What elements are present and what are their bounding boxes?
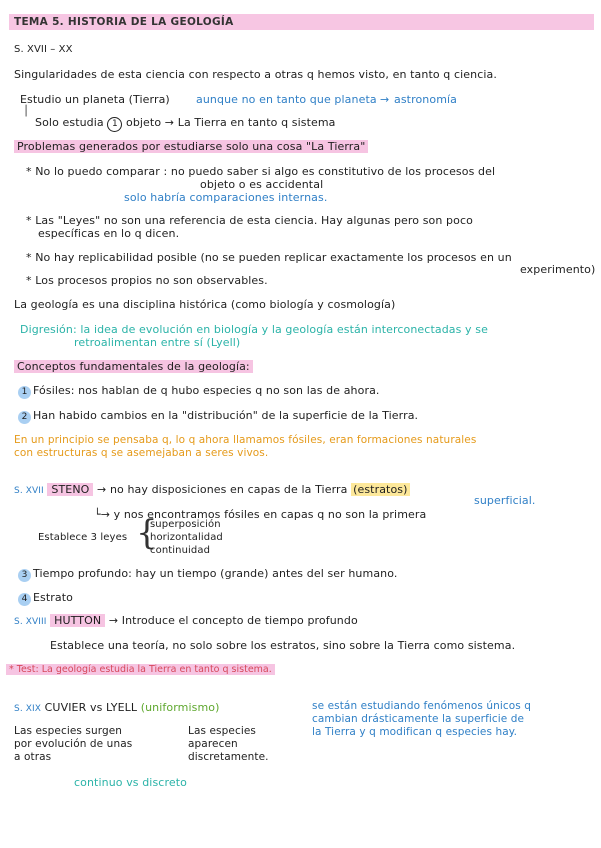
cuvier-b: por evolución de unas [14,738,133,750]
digresion-b: retroalimentan entre sí (Lyell) [74,336,241,349]
blue-note-b: cambian drásticamente la superficie de [312,713,525,725]
ley-continuidad: continuidad [150,545,211,556]
cuvier-label: CUVIER [44,701,87,714]
test-note [6,664,275,675]
steno-a-text: no hay disposiciones en capas de la Tierra [109,483,348,496]
test-label: * Test: La geología estudia la Tierra en tanto q sistema. [6,664,275,675]
continuo-text: continuo vs discreto [74,776,187,789]
solo-estudia-label: Solo estudia [35,116,104,129]
steno-b-text: y nos encontramos fósiles en capas q no son la primera [113,508,427,521]
bullet-3a-text: No hay replicabilidad posible (no se pueden replicar exactamente los procesos en un [35,251,512,264]
hutton-a-text: Introduce el concepto de tiempo profundo [121,614,358,627]
superficial-label: superficial. [474,494,536,507]
brace-icon: { [136,513,158,553]
arrow-icon: → [164,116,175,129]
hutton-line [14,614,358,627]
concept-1-text: Fósiles: nos hablan de q hubo especies q no son las de ahora. [33,384,380,397]
lyell-a: Las especies [188,725,256,737]
steno-label: STENO [47,483,93,496]
concept-3 [18,567,397,582]
lyell-label: LYELL [106,701,138,714]
ley-horizontalidad: horizontalidad [150,532,223,543]
astronomia-text: astronomía [394,93,458,106]
concept-2 [18,409,418,424]
cuvier-c: a otras [14,751,52,763]
digresion-a: Digresión: la idea de evolución en biología y la geología están interconectadas y se [20,323,488,336]
orange-note-a: En un principio se pensaba q, lo q ahora llamamos fósiles, eran formaciones naturales [14,434,477,446]
concept-1 [18,384,380,399]
steno-line [14,483,410,496]
bullet-2a: * Las "Leyes" no son una referencia de esta ciencia. Hay algunas pero son poco [26,214,473,227]
bullet-2b: específicas en lo q dicen. [38,227,180,240]
number-badge: 3 [18,569,31,582]
number-badge: 1 [18,386,31,399]
blue-note-a: se están estudiando fenómenos únicos q [312,700,532,712]
hutton-b-text: Establece una teoría, no solo sobre los estratos, sino sobre la Tierra como sistema. [50,639,516,652]
establece-label: Establece 3 leyes [38,532,128,543]
lyell-c: discretamente. [188,751,269,763]
centuries-heading: S. XVII – XX [14,44,73,55]
singularidades-text: Singularidades de esta ciencia con respecto a otras q hemos visto, en tanto q ciencia. [14,68,497,81]
bullet-4-text: Los procesos propios no son observables. [35,274,268,287]
arrow-icon: → [108,614,119,627]
aunque-text: aunque no en tanto que planeta [196,93,377,106]
bullet-1c: solo habría comparaciones internas. [124,191,328,204]
geologia-text: La geología es una disciplina histórica (como biología y cosmología) [14,298,396,311]
concept-2-text: Han habido cambios en la "distribución" de la superficie de la Tierra. [33,409,419,422]
steno-b-line: └→ y nos encontramos fósiles en capas q no son la primera [94,508,427,521]
concept-3-text: Tiempo profundo: hay un tiempo (grande) antes del ser humano. [33,567,398,580]
bullet-3b: experimento) [520,263,596,276]
concept-4-text: Estrato [33,591,74,604]
solo-estudia-line [35,116,336,132]
number-one-circle: 1 [107,117,122,132]
problemas-heading [14,140,368,153]
blue-note-c: la Tierra y q modifican q especies hay. [312,726,518,738]
century-18-label: S. XVIII [14,617,47,627]
number-badge: 4 [18,593,31,606]
arrow-icon: → [380,93,390,106]
vs-label: vs [89,701,103,714]
orange-note-b: con estructuras q se asemejaban a seres vivos. [14,447,269,459]
bullet-1b: objeto o es accidental [200,178,324,191]
century-19-label: S. XIX [14,704,42,714]
cuvier-a: Las especies surgen [14,725,123,737]
down-arrow-icon: │ [23,106,30,117]
concept-4 [18,591,73,606]
estudio-text: Estudio un planeta (Tierra) [20,93,170,106]
page-title: TEMA 5. HISTORIA DE LA GEOLOGÍA [14,16,234,28]
estratos-label: (estratos) [353,483,408,496]
number-badge: 2 [18,411,31,424]
problemas-label: Problemas generados por estudiarse solo una cosa "La Tierra" [14,140,368,153]
bullet-1a-text: No lo puedo comparar : no puedo saber si algo es constitutivo de los procesos del [35,165,496,178]
arrow-icon: → [97,483,107,496]
bullet-4: * Los procesos propios no son observables. [26,274,268,287]
objeto-label: objeto [125,116,162,129]
conceptos-heading [14,360,253,373]
ley-superposicion: superposición [150,519,221,530]
bullet-2a-text: Las "Leyes" no son una referencia de esta ciencia. Hay algunas pero son poco [35,214,473,227]
conceptos-label: Conceptos fundamentales de la geología: [14,360,253,373]
bullet-3a: * No hay replicabilidad posible (no se pueden replicar exactamente los procesos en un [26,251,512,264]
lyell-b: aparecen [188,738,238,750]
siglo-19-line [14,701,219,714]
hutton-label: HUTTON [50,614,105,627]
uniformismo-label: (uniformismo) [140,701,220,714]
bullet-1a: * No lo puedo comparar : no puedo saber si algo es constitutivo de los procesos del [26,165,496,178]
century-17-label: S. XVII [14,486,44,496]
tierra-sistema-label: La Tierra en tanto q sistema [177,116,336,129]
